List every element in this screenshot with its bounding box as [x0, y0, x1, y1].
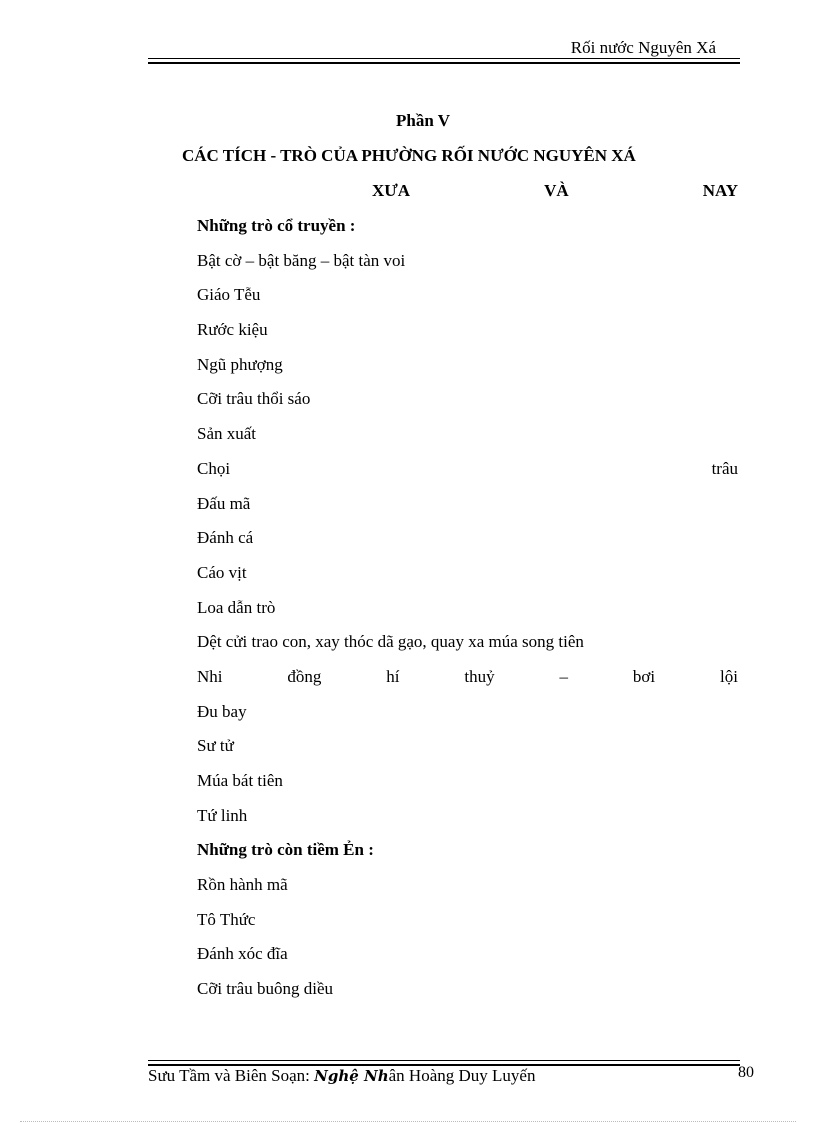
chapter-title-line2 — [372, 181, 738, 201]
title-word: XƯA — [372, 181, 411, 200]
footer-credit — [148, 1066, 535, 1086]
title-word: VÀ — [544, 181, 569, 200]
list-item: Rồn hành mã — [197, 875, 288, 895]
footer-credit-script: Nghệ Nh — [314, 1067, 389, 1085]
list-item: Tứ linh — [197, 805, 248, 825]
list-item-word: Chọi — [197, 458, 231, 478]
footer-credit-suffix: ân Hoàng Duy Luyến — [388, 1066, 536, 1085]
list-item: Sư tử — [197, 736, 234, 756]
document-body — [197, 216, 738, 1014]
chapter-title: CÁC TÍCH - TRÒ CỦA PHƯỜNG RỐI NƯỚC NGUYÊN XÁ — [182, 146, 636, 165]
list-item-word: hí — [386, 666, 400, 686]
page-bottom-edge — [20, 1121, 796, 1122]
list-item-word: đồng — [287, 666, 322, 686]
section-heading-latent: Những trò còn tiềm Ẻn : — [197, 840, 374, 860]
list-item: Cỡi trâu buông diều — [197, 979, 333, 999]
list-item: Rước kiệu — [197, 320, 268, 340]
list-item: Đánh xóc đĩa — [197, 944, 288, 964]
list-item: Ngũ phượng — [197, 354, 283, 374]
list-item-word: Nhi — [197, 666, 223, 686]
page-number: 80 — [738, 1064, 754, 1081]
list-item: Tô Thức — [197, 909, 256, 929]
list-item: Múa bát tiên — [197, 771, 283, 790]
section-heading-traditional: Những trò cổ truyền : — [197, 216, 356, 235]
list-item-word: – — [559, 666, 569, 686]
list-item: Cỡi trâu thổi sáo — [197, 389, 311, 409]
running-header-title: Rối nước Nguyên Xá — [570, 38, 716, 57]
list-item-word: lội — [720, 666, 738, 686]
list-item: Dệt cửi trao con, xay thóc dã gạo, quay xa múa song tiên — [197, 632, 584, 652]
list-item: Đánh cá — [197, 528, 254, 548]
title-word: NAY — [702, 181, 738, 200]
list-item: Loa dẫn trò — [197, 597, 276, 617]
header-rule — [148, 58, 740, 64]
list-item — [197, 667, 738, 702]
footer-credit-prefix: Sưu Tầm và Biên Soạn: — [148, 1066, 315, 1085]
list-item: Cáo vịt — [197, 562, 247, 582]
list-item-word: bơi — [632, 666, 656, 686]
list-item: Sản xuất — [197, 424, 257, 444]
list-item: Bật cờ – bật băng – bật tàn voi — [197, 250, 406, 270]
list-item-word: thuỷ — [464, 666, 495, 686]
list-item: Đu bay — [197, 701, 247, 721]
part-heading: Phần V — [395, 111, 450, 130]
list-item: Giáo Tễu — [197, 285, 261, 305]
list-item-word: trâu — [711, 458, 738, 478]
list-item — [197, 459, 738, 494]
list-item: Đấu mã — [197, 493, 251, 513]
